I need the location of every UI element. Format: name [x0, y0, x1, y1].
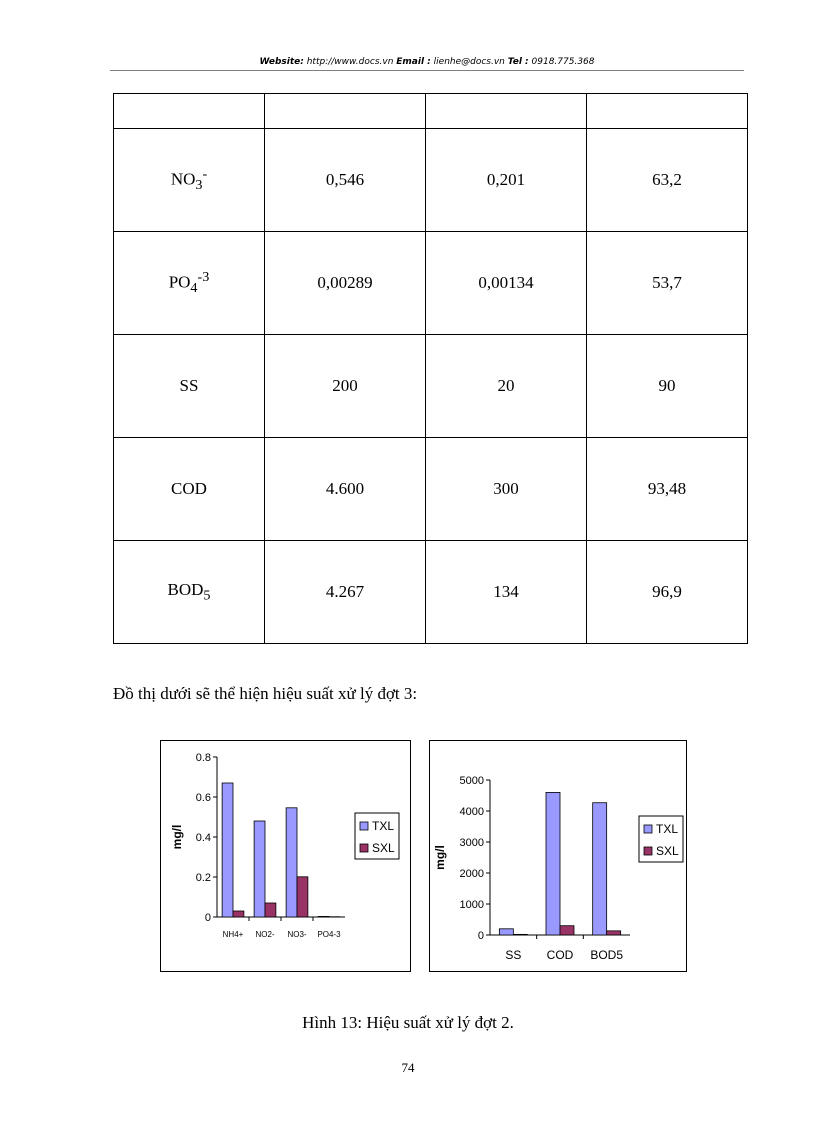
- intro-text: Đồ thị dưới sẽ thể hiện hiệu suất xử lý đợt 3:: [113, 684, 418, 703]
- y-tick-label: 0.2: [195, 872, 211, 884]
- y-axis-label: mg/l: [170, 824, 184, 850]
- bar-sxl-ss: [513, 934, 527, 935]
- x-tick-label: SS: [505, 948, 522, 962]
- email-label: Email :: [396, 57, 431, 67]
- website-label: Website:: [259, 57, 304, 67]
- y-tick-label: 2000: [459, 868, 484, 880]
- value-cell: 90: [587, 335, 748, 438]
- value-cell: 0,201: [426, 129, 587, 232]
- table-header-row: [114, 94, 748, 129]
- bar-txl-bod5: [593, 803, 607, 935]
- x-tick-label: PO4-3: [317, 930, 341, 939]
- x-tick-label: COD: [546, 948, 574, 962]
- value-cell: 20: [426, 335, 587, 438]
- value-cell: 0,00289: [265, 232, 426, 335]
- value-cell: 93,48: [587, 438, 748, 541]
- value-cell: 0,00134: [426, 232, 587, 335]
- bar-txl-nh4: [222, 783, 233, 917]
- legend-swatch-sxl: [644, 847, 652, 855]
- legend-label-sxl: SXL: [372, 841, 395, 855]
- legend-label-txl: TXL: [656, 822, 679, 836]
- chart-ss-cod-bod: [429, 740, 687, 972]
- table-row: [114, 438, 748, 541]
- bar-sxl-bod5: [607, 931, 621, 935]
- value-cell: 96,9: [587, 541, 748, 644]
- bar-txl-ss: [499, 929, 513, 935]
- table-row: [114, 335, 748, 438]
- y-tick-label: 0.8: [195, 752, 211, 764]
- param-cell: $NO_3^-$: [114, 129, 265, 232]
- email-address[interactable]: lienhe@docs.vn: [430, 57, 508, 67]
- param-cell: $PO_4^{-3}$: [114, 232, 265, 335]
- y-axis-label: mg/l: [433, 845, 447, 870]
- bar-txl-no3: [286, 808, 297, 917]
- param-cell: SS: [114, 335, 265, 438]
- page-number: 74: [401, 1060, 415, 1075]
- param-cell: COD: [114, 438, 265, 541]
- x-tick-label: NO3-: [287, 930, 307, 939]
- chart-2-svg: [430, 741, 686, 971]
- phone-label: Tel :: [507, 57, 529, 67]
- bar-sxl-nh4: [233, 911, 244, 917]
- legend-swatch-txl: [644, 825, 652, 833]
- y-tick-label: 5000: [459, 775, 484, 787]
- value-cell: 0,546: [265, 129, 426, 232]
- bar-sxl-no3: [297, 877, 308, 917]
- bar-sxl-no2: [265, 903, 276, 917]
- y-tick-label: 3000: [459, 837, 484, 849]
- y-tick-label: 4000: [459, 806, 484, 818]
- x-tick-label: NH4+: [222, 930, 244, 939]
- value-cell: 300: [426, 438, 587, 541]
- y-tick-label: 0: [477, 930, 484, 942]
- figure-caption: Hình 13: Hiệu suất xử lý đợt 2.: [302, 1013, 514, 1032]
- value-cell: 200: [265, 335, 426, 438]
- page-header: [110, 57, 744, 67]
- value-cell: 4.267: [265, 541, 426, 644]
- phone-number: 0918.775.368: [528, 57, 595, 67]
- x-tick-label: NO2-: [255, 930, 275, 939]
- website-url[interactable]: http://www.docs.vn: [303, 57, 397, 67]
- bar-txl-cod: [546, 792, 560, 935]
- y-tick-label: 0: [204, 912, 211, 924]
- bar-txl-no2: [254, 821, 265, 917]
- value-cell: 134: [426, 541, 587, 644]
- x-tick-label: BOD5: [590, 948, 624, 962]
- legend-swatch-txl: [360, 822, 368, 830]
- legend-swatch-sxl: [360, 844, 368, 852]
- table-row: [114, 541, 748, 644]
- chart-nitrogen-phosphate: [160, 740, 411, 972]
- bar-sxl-cod: [560, 926, 574, 935]
- table-row: [114, 232, 748, 335]
- header-rule: [110, 70, 744, 71]
- value-cell: 53,7: [587, 232, 748, 335]
- value-cell: 4.600: [265, 438, 426, 541]
- bar-txl-po43: [318, 916, 329, 917]
- y-tick-label: 0.4: [195, 832, 211, 844]
- legend-label-sxl: SXL: [656, 844, 679, 858]
- value-cell: 63,2: [587, 129, 748, 232]
- legend-label-txl: TXL: [372, 819, 395, 833]
- chart-1-svg: [161, 741, 410, 971]
- param-cell: $BOD_5$: [114, 541, 265, 644]
- results-table: [113, 93, 748, 644]
- y-tick-label: 1000: [459, 899, 484, 911]
- y-tick-label: 0.6: [195, 792, 211, 804]
- table-row: [114, 129, 748, 232]
